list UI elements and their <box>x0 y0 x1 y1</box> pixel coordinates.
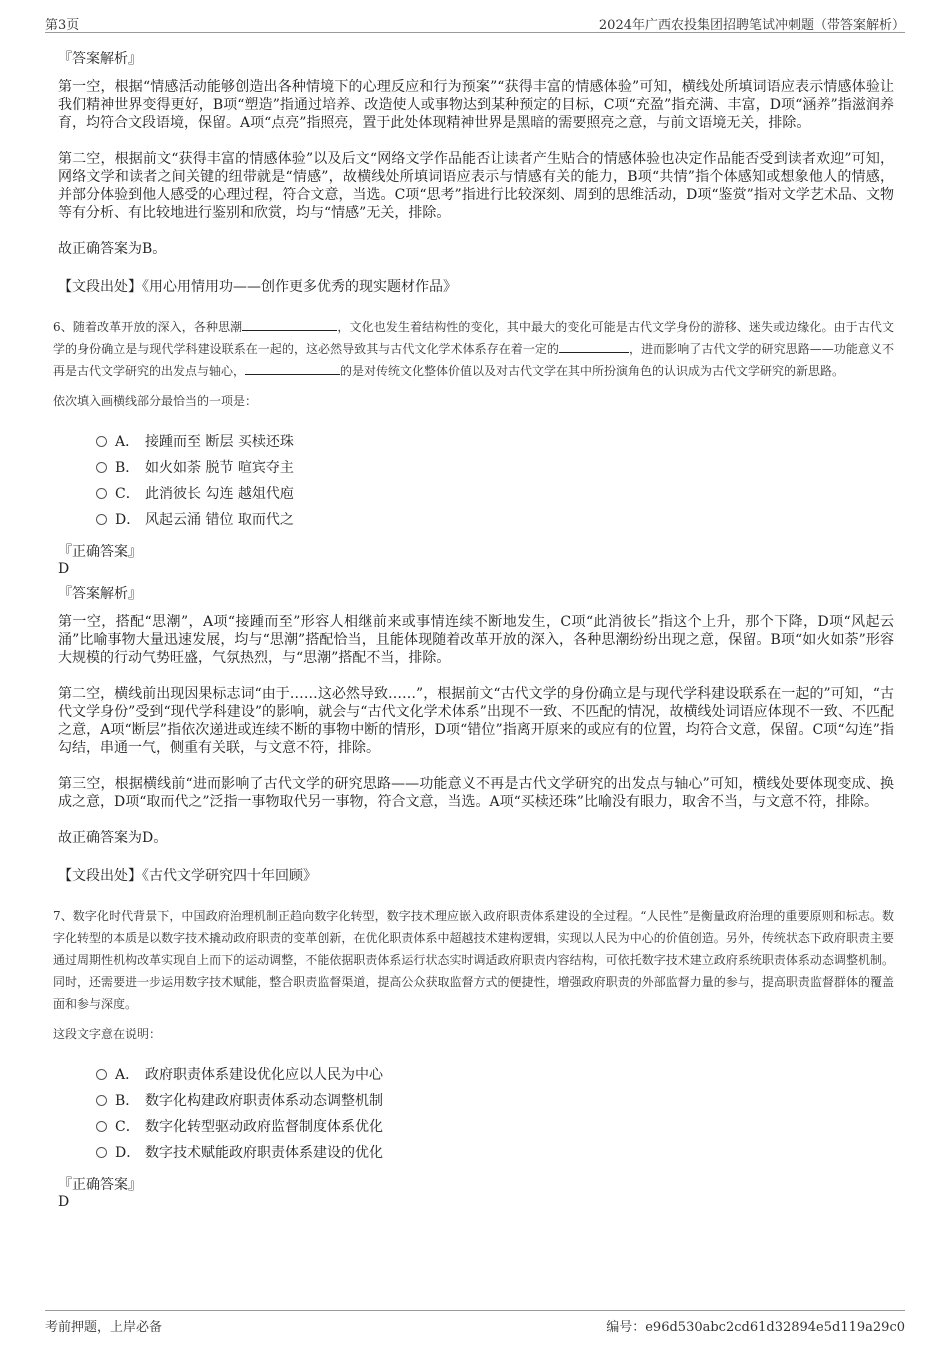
blank-3 <box>245 360 340 375</box>
page-number: 第3页 <box>45 18 80 33</box>
correct-answer-label: 『正确答案』 <box>58 544 142 560</box>
q6-option-a[interactable]: A． 接踵而至 断层 买椟还珠 <box>96 429 894 455</box>
q6-answer: D <box>58 561 70 577</box>
document-id: 编号：e96d530abc2cd61d32894e5d119a29c0 <box>606 1320 905 1335</box>
blank-1 <box>242 316 337 331</box>
q6-analysis-1: 第一空，搭配“思潮”，A项“接踵而至”形容人相继前来或事情连续不断地发生，C项“此消彼长”指这个上升，那个下降，D项“风起云涌”比喻事物大量迅速发展，均与“思潮”搭配恰当，且能体现随着改革开放的深入，各种思潮纷纷出现之意，保留。B项“如火如荼”形容大规模的行动气势旺盛，气氛热烈，与“思潮”搭配不当，排除。 <box>58 614 894 666</box>
q7-prompt: 这段文字意在说明： <box>53 1027 162 1041</box>
radio-icon[interactable] <box>96 462 107 473</box>
q6-option-b[interactable]: B． 如火如荼 脱节 喧宾夺主 <box>96 455 894 481</box>
q6-analysis-2: 第二空，横线前出现因果标志词“由于……这必然导致……”，根据前文“古代文学的身份确立是与现代学科建设联系在一起的”可知，“古代文学身份”受到“现代学科建设”的影响，就会与“古代文化学术体系”出现不一致、不匹配的情况，故横线处词语应体现不一致、不匹配之意，A项“断层”指依次递进或连续不断的事物中断的情形，D项“错位”指离开原来的或应有的位置，均符合文意，保留。C项“勾连”指勾结，串通一气，侧重有关联，与文意不符，排除。 <box>58 686 894 756</box>
q6-prompt: 依次填入画横线部分最恰当的一项是： <box>53 394 258 408</box>
q6-option-d[interactable]: D． 风起云涌 错位 取而代之 <box>96 507 894 533</box>
radio-icon[interactable] <box>96 1147 107 1158</box>
q6-source: 【文段出处】《古代文学研究四十年回顾》 <box>58 868 317 884</box>
radio-icon[interactable] <box>96 514 107 525</box>
q6-question-text: 6、随着改革开放的深入，各种思潮 ，文化也发生着结构性的变化，其中最大的变化可能是古代文学身份的游移、迷失或边缘化。由于古代文学的身份确立是与现代学科建设联系在一起的，这必然导致其与古代文化学术体系存在着一定的 ，进而影响了古代文学的研究思路——功能意义不再是古代文学研究的出发点与轴心， 的是对传统文化整体价值以及对古代文学在其中所扮演角色的认识成为古代文学研究的新思路。 <box>53 316 894 382</box>
page-header <box>45 12 905 33</box>
radio-icon[interactable] <box>96 436 107 447</box>
q7-option-d[interactable]: D． 数字技术赋能政府职责体系建设的优化 <box>96 1140 894 1166</box>
q7-option-a[interactable]: A． 政府职责体系建设优化应以人民为中心 <box>96 1062 894 1088</box>
q6-option-c[interactable]: C． 此消彼长 勾连 越俎代庖 <box>96 481 894 507</box>
radio-icon[interactable] <box>96 1069 107 1080</box>
radio-icon[interactable] <box>96 1121 107 1132</box>
analysis-label: 『答案解析』 <box>58 51 142 67</box>
q7-question-text: 7、数字化时代背景下，中国政府治理机制正趋向数字化转型，数字技术理应嵌入政府职责体系建设的全过程。“人民性”是衡量政府治理的重要原则和标志。数字化转型的本质是以数字技术撬动政府职责的变革创新，在优化职责体系中超越技术建构逻辑，实现以人民为中心的价值创造。另外，传统状态下政府职责主要通过周期性机构改革实现自上而下的运动调整，不能依据职责体系运行状态实时调适政府职责内容结构，可依托数字技术建立政府系统职责体系动态调整机制。同时，还需要进一步运用数字技术赋能，整合职责监督渠道，提高公众获取监督方式的便捷性，增强政府职责的外部监督力量的参与，提高职责监督群体的覆盖面和参与深度。 <box>53 909 894 1011</box>
page-content <box>53 40 894 1210</box>
q5-analysis-2: 第二空，根据前文“获得丰富的情感体验”以及后文“网络文学作品能否让读者产生贴合的情感体验也决定作品能否受到读者欢迎”可知，网络文学和读者之间关键的纽带就是“情感”，故横线处所填词语应表示与情感有关的能力，B项“共情”指个体感知或想象他人的情感，并部分体验到他人感受的心理过程，符合文意，当选。C项“思考”指进行比较深刻、周到的思维活动，D项“鉴赏”指对文学艺术品、文物等有分析、有比较地进行鉴别和欣赏，均与“情感”无关，排除。 <box>58 151 894 221</box>
q5-analysis-1: 第一空，根据“情感活动能够创造出各种情境下的心理反应和行为预案”“获得丰富的情感体验”可知，横线处所填词语应表示情感体验让我们精神世界变得更好，B项“塑造”指通过培养、改造使人或事物达到某种预定的目标，C项“充盈”指充满、丰富，D项“涵养”指滋润养育，均符合文段语境，保留。A项“点亮”指照亮，置于此处体现精神世界是黑暗的需要照亮之意，与前文语境无关，排除。 <box>58 79 894 131</box>
footer-slogan: 考前押题，上岸必备 <box>45 1320 163 1335</box>
q6-analysis-3: 第三空，根据横线前“进而影响了古代文学的研究思路——功能意义不再是古代文学研究的出发点与轴心”可知，横线处要体现变成、换成之意，D项“取而代之”泛指一事物取代另一事物，符合文意，当选。A项“买椟还珠”比喻没有眼力，取舍不当，与文意不符，排除。 <box>58 776 894 810</box>
q7-option-b[interactable]: B． 数字化构建政府职责体系动态调整机制 <box>96 1088 894 1114</box>
document-title: 2024年广西农投集团招聘笔试冲刺题（带答案解析） <box>598 18 905 33</box>
q7-option-c[interactable]: C． 数字化转型驱动政府监督制度体系优化 <box>96 1114 894 1140</box>
page-footer <box>45 1310 905 1335</box>
blank-2 <box>559 338 629 353</box>
correct-answer-label: 『正确答案』 <box>58 1177 142 1193</box>
q7-answer: D <box>58 1194 70 1210</box>
q7-options <box>96 1062 894 1166</box>
radio-icon[interactable] <box>96 1095 107 1106</box>
analysis-label: 『答案解析』 <box>58 586 142 602</box>
q6-options <box>96 429 894 533</box>
q5-source: 【文段出处】《用心用情用功——创作更多优秀的现实题材作品》 <box>58 279 457 295</box>
q6-conclusion: 故正确答案为D。 <box>58 830 168 846</box>
q5-conclusion: 故正确答案为B。 <box>58 241 167 257</box>
radio-icon[interactable] <box>96 488 107 499</box>
